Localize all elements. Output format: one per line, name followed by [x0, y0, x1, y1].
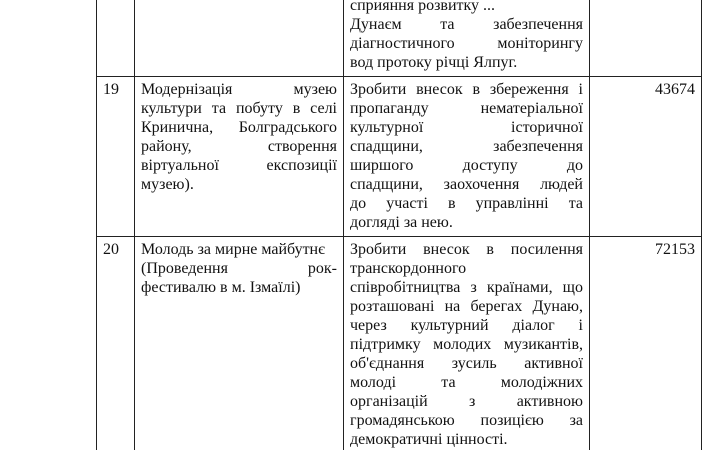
goal-line: підтримку молодих музикантів,	[350, 336, 583, 353]
table-row	[97, 77, 702, 237]
name-line: (Проведення рок-	[141, 260, 337, 277]
goal-line: молоді та молодіжних	[350, 374, 583, 391]
project-name-cell	[135, 77, 344, 237]
goal-line: організацій з активною	[350, 393, 583, 410]
project-goal-cell	[344, 0, 590, 77]
goal-line: демократичні цінності.	[350, 431, 508, 448]
goal-line: сприяння розвитку ...	[350, 0, 496, 14]
row-number-cell: 19	[97, 77, 135, 237]
project-goal-cell	[344, 77, 590, 237]
name-line: Кринична, Болградського	[141, 119, 337, 136]
goal-line: розташовані на берегах Дунаю,	[350, 298, 583, 315]
name-line: Модернізація музею	[141, 81, 337, 98]
goal-line: культурної історичної	[350, 119, 583, 136]
table-row-continued	[97, 0, 702, 77]
goal-line: громадянською позицією за	[350, 412, 583, 429]
goal-line: Зробити внесок в збереження і	[350, 81, 583, 98]
name-line: віртуальної експозиції	[141, 157, 337, 174]
name-line: Молодь за мирне майбутнє	[141, 241, 325, 258]
goal-line: діагностичного моніторингу	[350, 35, 583, 52]
name-line: району, створення	[141, 138, 337, 155]
goal-line: до участі в управлінні та	[350, 195, 583, 212]
row-number-cell	[97, 0, 135, 77]
table-row	[97, 237, 702, 450]
amount-cell: 72153	[590, 237, 702, 450]
goal-line: Зробити внесок в посилення	[350, 241, 583, 258]
goal-line: Дунаєм та забезпечення	[350, 16, 583, 33]
amount-cell	[590, 0, 702, 77]
projects-table	[96, 0, 702, 450]
name-line: культури та побуту в селі	[141, 100, 337, 117]
name-line: фестивалю в м. Ізмаїлі)	[141, 279, 301, 296]
project-name-cell	[135, 0, 344, 77]
goal-line: через культурний діалог і	[350, 317, 583, 334]
goal-line: пропаганду нематеріальної	[350, 100, 583, 117]
goal-line: транскордонного	[350, 260, 467, 277]
name-line: музею).	[141, 176, 194, 193]
goal-line: спадщини, заохочення людей	[350, 176, 583, 193]
goal-line: вод протоку річці Ялпуг.	[350, 54, 518, 71]
row-number-cell: 20	[97, 237, 135, 450]
project-name-cell	[135, 237, 344, 450]
goal-line: догляді за нею.	[350, 214, 453, 231]
goal-line: співробітництва з країнами, що	[350, 279, 583, 296]
goal-line: об'єднання зусиль активної	[350, 355, 583, 372]
goal-line: ширшого доступу до	[350, 157, 583, 174]
goal-line: спадщини, забезпечення	[350, 138, 583, 155]
amount-cell: 43674	[590, 77, 702, 237]
project-goal-cell	[344, 237, 590, 450]
